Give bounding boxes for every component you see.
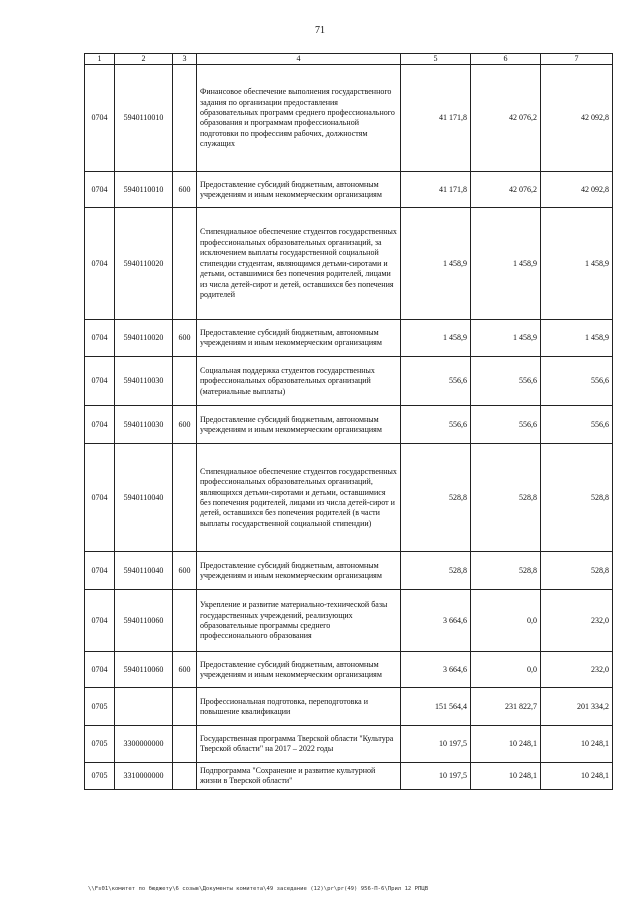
- amount-col-7: 1 458,9: [541, 320, 613, 357]
- amount-col-5: 1 458,9: [401, 320, 471, 357]
- amount-col-5: 41 171,8: [401, 172, 471, 208]
- budget-table: [84, 53, 613, 790]
- expense-type-code: 600: [173, 320, 197, 357]
- expense-type-code: [173, 726, 197, 763]
- header-col-7: 7: [541, 54, 613, 65]
- table-row: [85, 763, 613, 790]
- amount-col-5: 556,6: [401, 357, 471, 406]
- amount-col-6: 1 458,9: [471, 320, 541, 357]
- target-code: 3300000000: [115, 726, 173, 763]
- amount-col-7: 42 092,8: [541, 65, 613, 172]
- expense-type-code: [173, 357, 197, 406]
- target-code: 5940110010: [115, 172, 173, 208]
- target-code: 5940110030: [115, 357, 173, 406]
- header-col-1: 1: [85, 54, 115, 65]
- item-name: Подпрограмма "Сохранение и развитие культурной жизни в Тверской области": [197, 763, 401, 790]
- amount-col-5: 10 197,5: [401, 763, 471, 790]
- header-col-4: 4: [197, 54, 401, 65]
- item-name: Государственная программа Тверской области "Культура Тверской области" на 2017 – 2022 годы: [197, 726, 401, 763]
- target-code: 5940110030: [115, 406, 173, 444]
- amount-col-6: 0,0: [471, 652, 541, 688]
- amount-col-7: 10 248,1: [541, 726, 613, 763]
- amount-col-5: 1 458,9: [401, 208, 471, 320]
- section-code: 0704: [85, 320, 115, 357]
- header-col-6: 6: [471, 54, 541, 65]
- table-row: [85, 726, 613, 763]
- section-code: 0704: [85, 590, 115, 652]
- section-code: 0704: [85, 652, 115, 688]
- expense-type-code: [173, 590, 197, 652]
- table-row: [85, 552, 613, 590]
- section-code: 0705: [85, 688, 115, 726]
- item-name: Укрепление и развитие материально-технической базы государственных учреждений, реализующих образовательные программы среднего профессионального образования: [197, 590, 401, 652]
- section-code: 0704: [85, 208, 115, 320]
- target-code: 3310000000: [115, 763, 173, 790]
- expense-type-code: [173, 444, 197, 552]
- table-body: [85, 65, 613, 790]
- table-row: [85, 590, 613, 652]
- target-code: [115, 688, 173, 726]
- section-code: 0704: [85, 406, 115, 444]
- item-name: Предоставление субсидий бюджетным, автономным учреждениям и иным некоммерческим организациям: [197, 652, 401, 688]
- item-name: Финансовое обеспечение выполнения государственного задания по организации предоставления образовательных программ среднего профессионального образования и программам профессиональной подготовки по профессиям рабочих, должностям служащих: [197, 65, 401, 172]
- table-row: [85, 652, 613, 688]
- item-name: Социальная поддержка студентов государственных профессиональных образовательных организаций (материальные выплаты): [197, 357, 401, 406]
- table-row: [85, 65, 613, 172]
- amount-col-7: 232,0: [541, 590, 613, 652]
- section-code: 0704: [85, 552, 115, 590]
- table-row: [85, 208, 613, 320]
- table-row: [85, 444, 613, 552]
- expense-type-code: [173, 65, 197, 172]
- expense-type-code: 600: [173, 406, 197, 444]
- amount-col-7: 1 458,9: [541, 208, 613, 320]
- item-name: Стипендиальное обеспечение студентов государственных профессиональных образовательных организаций, являющихся детьми-сиротами и детьми, оставшимися без попечения родителей, лицами из числа детей-сирот и детей, оставшихся без попечения родителей (в части выплаты государственной социальной стипендии): [197, 444, 401, 552]
- section-code: 0705: [85, 763, 115, 790]
- amount-col-6: 42 076,2: [471, 65, 541, 172]
- amount-col-5: 556,6: [401, 406, 471, 444]
- header-row: [85, 54, 613, 65]
- item-name: Предоставление субсидий бюджетным, автономным учреждениям и иным некоммерческим организациям: [197, 552, 401, 590]
- amount-col-6: 10 248,1: [471, 763, 541, 790]
- amount-col-5: 3 664,6: [401, 652, 471, 688]
- amount-col-6: 231 822,7: [471, 688, 541, 726]
- target-code: 5940110040: [115, 444, 173, 552]
- amount-col-7: 528,8: [541, 444, 613, 552]
- amount-col-6: 42 076,2: [471, 172, 541, 208]
- target-code: 5940110020: [115, 208, 173, 320]
- target-code: 5940110040: [115, 552, 173, 590]
- item-name: Предоставление субсидий бюджетным, автономным учреждениям и иным некоммерческим организациям: [197, 172, 401, 208]
- expense-type-code: 600: [173, 552, 197, 590]
- target-code: 5940110010: [115, 65, 173, 172]
- amount-col-7: 42 092,8: [541, 172, 613, 208]
- amount-col-7: 556,6: [541, 406, 613, 444]
- amount-col-7: 528,8: [541, 552, 613, 590]
- section-code: 0704: [85, 172, 115, 208]
- header-col-5: 5: [401, 54, 471, 65]
- amount-col-6: 1 458,9: [471, 208, 541, 320]
- item-name: Предоставление субсидий бюджетным, автономным учреждениям и иным некоммерческим организациям: [197, 406, 401, 444]
- table-row: [85, 688, 613, 726]
- section-code: 0704: [85, 357, 115, 406]
- amount-col-6: 528,8: [471, 444, 541, 552]
- file-path-footer: \\Fs01\комитет по бюджету\6 созыв\Документы комитета\49 заседание (12)\pr\pr(49) 956-П-6\Прил 12 РПЦВ: [88, 886, 429, 892]
- table-row: [85, 357, 613, 406]
- expense-type-code: 600: [173, 172, 197, 208]
- table-row: [85, 320, 613, 357]
- section-code: 0704: [85, 65, 115, 172]
- item-name: Предоставление субсидий бюджетным, автономным учреждениям и иным некоммерческим организациям: [197, 320, 401, 357]
- amount-col-6: 528,8: [471, 552, 541, 590]
- amount-col-7: 10 248,1: [541, 763, 613, 790]
- table-row: [85, 406, 613, 444]
- amount-col-6: 556,6: [471, 406, 541, 444]
- section-code: 0705: [85, 726, 115, 763]
- amount-col-5: 151 564,4: [401, 688, 471, 726]
- expense-type-code: [173, 688, 197, 726]
- target-code: 5940110020: [115, 320, 173, 357]
- table-row: [85, 172, 613, 208]
- amount-col-5: 41 171,8: [401, 65, 471, 172]
- amount-col-5: 3 664,6: [401, 590, 471, 652]
- section-code: 0704: [85, 444, 115, 552]
- amount-col-7: 201 334,2: [541, 688, 613, 726]
- header-col-2: 2: [115, 54, 173, 65]
- table-header: [85, 54, 613, 65]
- target-code: 5940110060: [115, 590, 173, 652]
- amount-col-7: 232,0: [541, 652, 613, 688]
- expense-type-code: [173, 763, 197, 790]
- target-code: 5940110060: [115, 652, 173, 688]
- amount-col-6: 10 248,1: [471, 726, 541, 763]
- amount-col-6: 556,6: [471, 357, 541, 406]
- expense-type-code: [173, 208, 197, 320]
- amount-col-5: 10 197,5: [401, 726, 471, 763]
- page-number: 71: [315, 25, 325, 36]
- amount-col-6: 0,0: [471, 590, 541, 652]
- amount-col-5: 528,8: [401, 444, 471, 552]
- expense-type-code: 600: [173, 652, 197, 688]
- item-name: Стипендиальное обеспечение студентов государственных профессиональных образовательных организаций, за исключением выплаты государственной социальной стипендии студентам, являющимся детьми-сиротами и детьми, оставшимися без попечения родителей, лицами из числа детей-сирот и детей, оставшихся без попечения родителей: [197, 208, 401, 320]
- item-name: Профессиональная подготовка, переподготовка и повышение квалификации: [197, 688, 401, 726]
- amount-col-5: 528,8: [401, 552, 471, 590]
- header-col-3: 3: [173, 54, 197, 65]
- amount-col-7: 556,6: [541, 357, 613, 406]
